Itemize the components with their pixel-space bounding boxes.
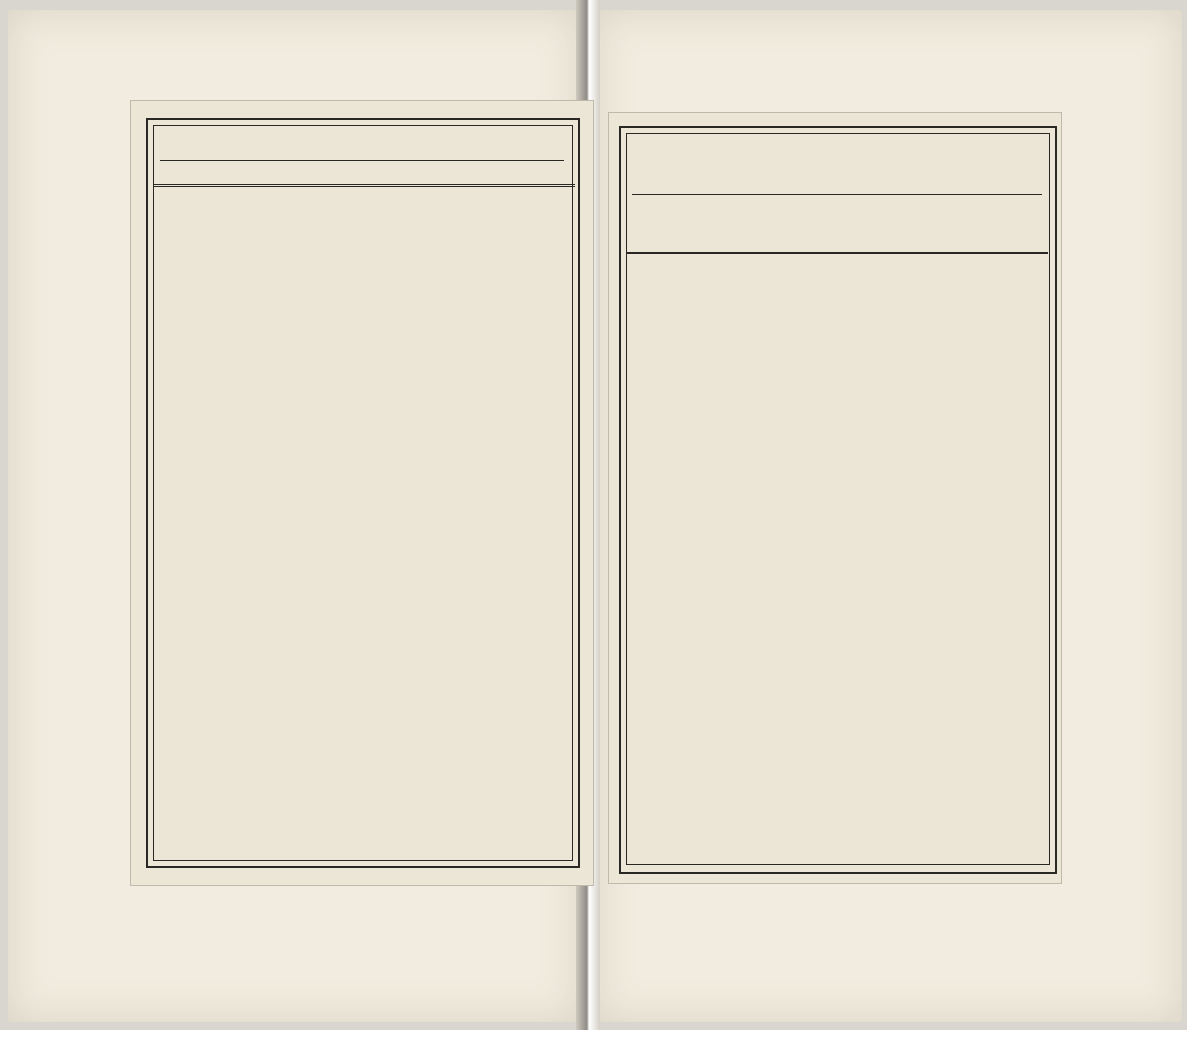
title-rule xyxy=(160,160,564,161)
plan-rule xyxy=(632,194,1042,195)
left-frame-inner xyxy=(153,125,573,861)
figure-grid xyxy=(626,252,1048,864)
header-rule xyxy=(153,184,575,187)
